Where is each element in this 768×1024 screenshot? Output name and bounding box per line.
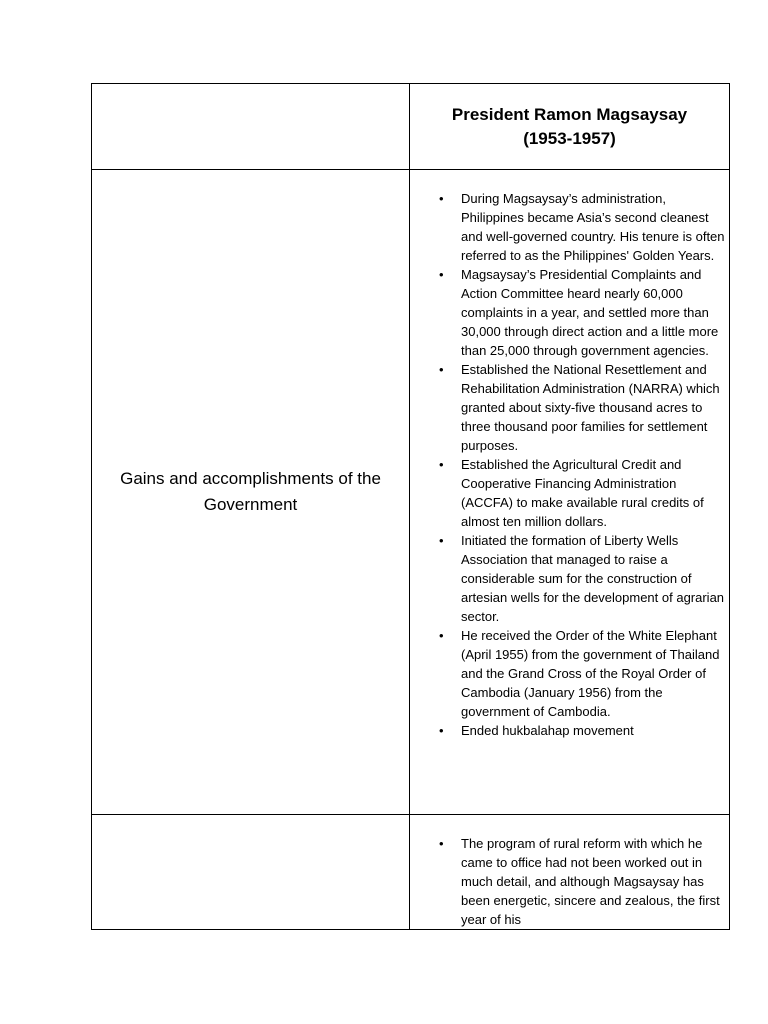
president-term: (1953-1957): [523, 128, 616, 148]
header-left-cell: [92, 84, 410, 170]
magsaysay-table: [91, 83, 730, 930]
list-item: • Ended hukbalahap movement: [410, 721, 729, 740]
list-item: • The program of rural reform with which he came to office had not been worked out in much detail, and although Magsaysay has been energetic, sincere and zealous, the first year of his: [410, 834, 729, 929]
list-item: • Magsaysay’s Presidential Complaints and Action Committee heard nearly 60,000 complaints in a year, and settled more than 30,000 through direct action and a little more than 25,000 through government agencies.: [410, 265, 729, 360]
president-title-cell: [410, 84, 730, 170]
gains-label: Gains and accomplishments of the Government: [92, 170, 410, 815]
gains-content-cell: [410, 170, 730, 815]
gains-bullet-list: [410, 170, 729, 740]
third-content-cell: [410, 815, 730, 930]
table-row-gains: [92, 170, 730, 815]
table-header-row: [92, 84, 730, 170]
list-item: • He received the Order of the White Elephant (April 1955) from the government of Thailand and the Grand Cross of the Royal Order of Cambodia (January 1956) from the government of Cambodia.: [410, 626, 729, 721]
list-item: • During Magsaysay’s administration, Philippines became Asia’s second cleanest and well-governed country. His tenure is often referred to as the Philippines' Golden Years.: [410, 189, 729, 265]
third-bullet-list: [410, 815, 729, 929]
list-item: • Established the National Resettlement and Rehabilitation Administration (NARRA) which granted about sixty-five thousand acres to three thousand poor families for settlement purposes.: [410, 360, 729, 455]
list-item: • Initiated the formation of Liberty Wells Association that managed to raise a considerable sum for the construction of artesian wells for the development of agrarian sector.: [410, 531, 729, 626]
president-name: President Ramon Magsaysay: [451, 104, 688, 124]
list-item: • Established the Agricultural Credit and Cooperative Financing Administration (ACCFA) to make available rural credits of almost ten million dollars.: [410, 455, 729, 531]
third-label-cell: [92, 815, 410, 930]
table-row-third: [92, 815, 730, 930]
